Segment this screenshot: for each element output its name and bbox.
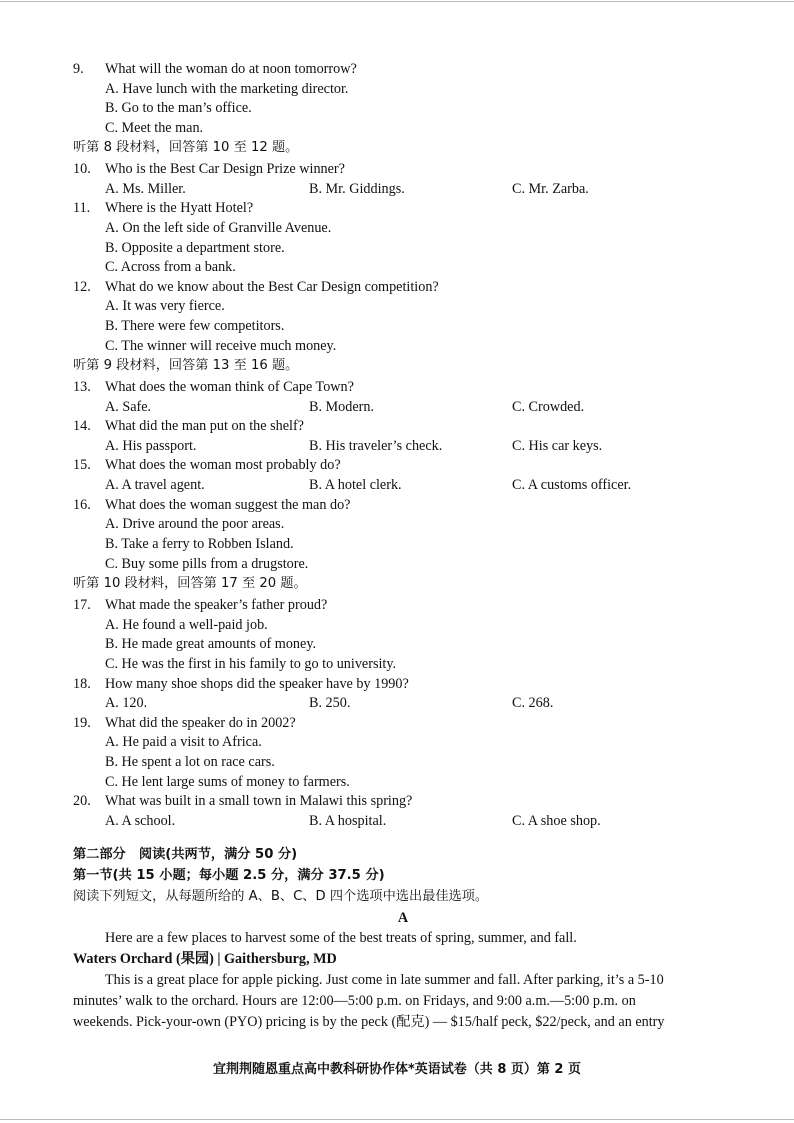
- question-number: 9.: [73, 61, 84, 77]
- option-row: [0, 555, 794, 574]
- instruction-line: [0, 574, 794, 593]
- direction-line: [0, 887, 794, 906]
- listening-instruction-10: 听第 10 段材料，回答第 17 至 20 题。: [73, 576, 307, 591]
- question-number: 19.: [73, 715, 91, 731]
- option-c: C. A customs officer.: [512, 477, 632, 493]
- option-b: B. Opposite a department store.: [105, 240, 285, 256]
- question-text: What does the woman most probably do?: [105, 457, 341, 473]
- part2-heading: 第二部分 阅读(共两节，满分 50 分): [73, 847, 298, 862]
- question-number: 15.: [73, 457, 91, 473]
- question-text: What will the woman do at noon tomorrow?: [105, 61, 357, 77]
- place-title-line: [0, 950, 794, 969]
- question-number: 18.: [73, 676, 91, 692]
- part2-heading-line: [0, 845, 794, 864]
- question-12: [0, 278, 794, 297]
- question-text: How many shoe shops did the speaker have by 1990?: [105, 676, 409, 692]
- question-number: 17.: [73, 597, 91, 613]
- question-number: 13.: [73, 379, 91, 395]
- question-15: [0, 456, 794, 475]
- bottom-border: [0, 1119, 794, 1120]
- listening-instruction-8: 听第 8 段材料，回答第 10 至 12 题。: [73, 140, 299, 155]
- option-row: [0, 119, 794, 138]
- option-a: A. It was very fierce.: [105, 298, 225, 314]
- paragraph-line: [0, 1013, 794, 1032]
- option-row: [0, 476, 794, 495]
- option-b: B. Modern.: [309, 399, 375, 415]
- option-b: B. He spent a lot on race cars.: [105, 754, 275, 770]
- option-c: C. The winner will receive much money.: [105, 338, 337, 354]
- option-b: B. A hospital.: [309, 813, 387, 829]
- instruction-line: [0, 356, 794, 375]
- question-13: [0, 378, 794, 397]
- option-c: C. Meet the man.: [105, 120, 204, 136]
- option-c: C. Buy some pills from a drugstore.: [105, 556, 309, 572]
- section1-heading-line: [0, 866, 794, 885]
- option-row: [0, 733, 794, 752]
- option-c: C. A shoe shop.: [512, 813, 601, 829]
- option-c: C. 268.: [512, 695, 554, 711]
- option-row: [0, 317, 794, 336]
- question-11: [0, 199, 794, 218]
- paragraph-line: [0, 992, 794, 1011]
- option-row: [0, 239, 794, 258]
- option-row: [0, 515, 794, 534]
- top-border: [0, 1, 794, 2]
- option-row: [0, 297, 794, 316]
- question-number: 20.: [73, 793, 91, 809]
- paragraph-text: minutes’ walk to the orchard. Hours are 12:00—5:00 p.m. on Fridays, and 9:00 a.m.—5:00 p.m. on: [73, 993, 636, 1009]
- question-text: Where is the Hyatt Hotel?: [105, 200, 254, 216]
- option-row: [0, 655, 794, 674]
- question-number: 16.: [73, 497, 91, 513]
- section1-heading: 第一节(共 15 小题；每小题 2.5 分，满分 37.5 分): [73, 868, 385, 883]
- option-row: [0, 437, 794, 456]
- question-number: 14.: [73, 418, 91, 434]
- reading-direction: 阅读下列短文，从每题所给的 A、B、C、D 四个选项中选出最佳选项。: [73, 889, 489, 904]
- option-row: [0, 635, 794, 654]
- option-row: [0, 337, 794, 356]
- listening-instruction-9: 听第 9 段材料，回答第 13 至 16 题。: [73, 358, 299, 373]
- option-c: C. He was the first in his family to go to university.: [105, 656, 397, 672]
- option-row: [0, 694, 794, 713]
- passage-letter-line: [0, 909, 794, 928]
- option-row: [0, 219, 794, 238]
- passage-letter: A: [397, 910, 409, 926]
- option-row: [0, 812, 794, 831]
- intro-line: [0, 929, 794, 948]
- option-a: A. A school.: [105, 813, 176, 829]
- page-footer: 宜荆荆随恩重点高中教科研协作体*英语试卷（共 8 页）第 2 页: [213, 1062, 581, 1077]
- question-18: [0, 675, 794, 694]
- option-row: [0, 773, 794, 792]
- paragraph-line: [0, 971, 794, 990]
- question-number: 11.: [73, 200, 91, 216]
- option-c: C. Across from a bank.: [105, 259, 236, 275]
- place-title: Waters Orchard (果园) | Gaithersburg, MD: [73, 951, 337, 967]
- option-a: A. 120.: [105, 695, 148, 711]
- option-a: A. A travel agent.: [105, 477, 205, 493]
- paragraph-text: This is a great place for apple picking. Just come in late summer and fall. After parking, it’s a 5-10: [105, 972, 664, 988]
- question-text: What did the speaker do in 2002?: [105, 715, 296, 731]
- option-row: [0, 80, 794, 99]
- option-a: A. Have lunch with the marketing director.: [105, 81, 349, 97]
- passage-intro: Here are a few places to harvest some of the best treats of spring, summer, and fall.: [105, 930, 577, 946]
- option-a: A. He found a well-paid job.: [105, 617, 268, 633]
- option-row: [0, 180, 794, 199]
- paragraph-text: weekends. Pick-your-own (PYO) pricing is by the peck (配克) — $15/half peck, $22/peck, and an entry: [73, 1014, 665, 1030]
- option-b: B. There were few competitors.: [105, 318, 285, 334]
- question-16: [0, 496, 794, 515]
- option-row: [0, 616, 794, 635]
- option-row: [0, 535, 794, 554]
- instruction-line: [0, 138, 794, 157]
- question-text: What did the man put on the shelf?: [105, 418, 304, 434]
- question-20: [0, 792, 794, 811]
- option-a: A. Safe.: [105, 399, 152, 415]
- question-text: What made the speaker’s father proud?: [105, 597, 328, 613]
- question-text: Who is the Best Car Design Prize winner?: [105, 161, 345, 177]
- question-10: [0, 160, 794, 179]
- option-row: [0, 753, 794, 772]
- option-b: B. Mr. Giddings.: [309, 181, 405, 197]
- option-a: A. He paid a visit to Africa.: [105, 734, 262, 750]
- option-row: [0, 258, 794, 277]
- question-text: What does the woman suggest the man do?: [105, 497, 351, 513]
- option-row: [0, 398, 794, 417]
- option-c: C. Mr. Zarba.: [512, 181, 589, 197]
- question-number: 12.: [73, 279, 91, 295]
- option-b: B. He made great amounts of money.: [105, 636, 317, 652]
- question-14: [0, 417, 794, 436]
- question-number: 10.: [73, 161, 91, 177]
- option-b: B. His traveler’s check.: [309, 438, 443, 454]
- option-b: B. Go to the man’s office.: [105, 100, 252, 116]
- option-c: C. His car keys.: [512, 438, 603, 454]
- option-c: C. He lent large sums of money to farmers.: [105, 774, 350, 790]
- option-b: B. A hotel clerk.: [309, 477, 402, 493]
- question-17: [0, 596, 794, 615]
- option-b: B. 250.: [309, 695, 351, 711]
- option-a: A. Ms. Miller.: [105, 181, 186, 197]
- option-a: A. Drive around the poor areas.: [105, 516, 285, 532]
- option-row: [0, 99, 794, 118]
- question-text: What do we know about the Best Car Design competition?: [105, 279, 439, 295]
- question-text: What does the woman think of Cape Town?: [105, 379, 354, 395]
- option-a: A. On the left side of Granville Avenue.: [105, 220, 332, 236]
- option-c: C. Crowded.: [512, 399, 585, 415]
- option-a: A. His passport.: [105, 438, 197, 454]
- option-b: B. Take a ferry to Robben Island.: [105, 536, 294, 552]
- question-19: [0, 714, 794, 733]
- question-9: [0, 60, 794, 79]
- question-text: What was built in a small town in Malawi this spring?: [105, 793, 413, 809]
